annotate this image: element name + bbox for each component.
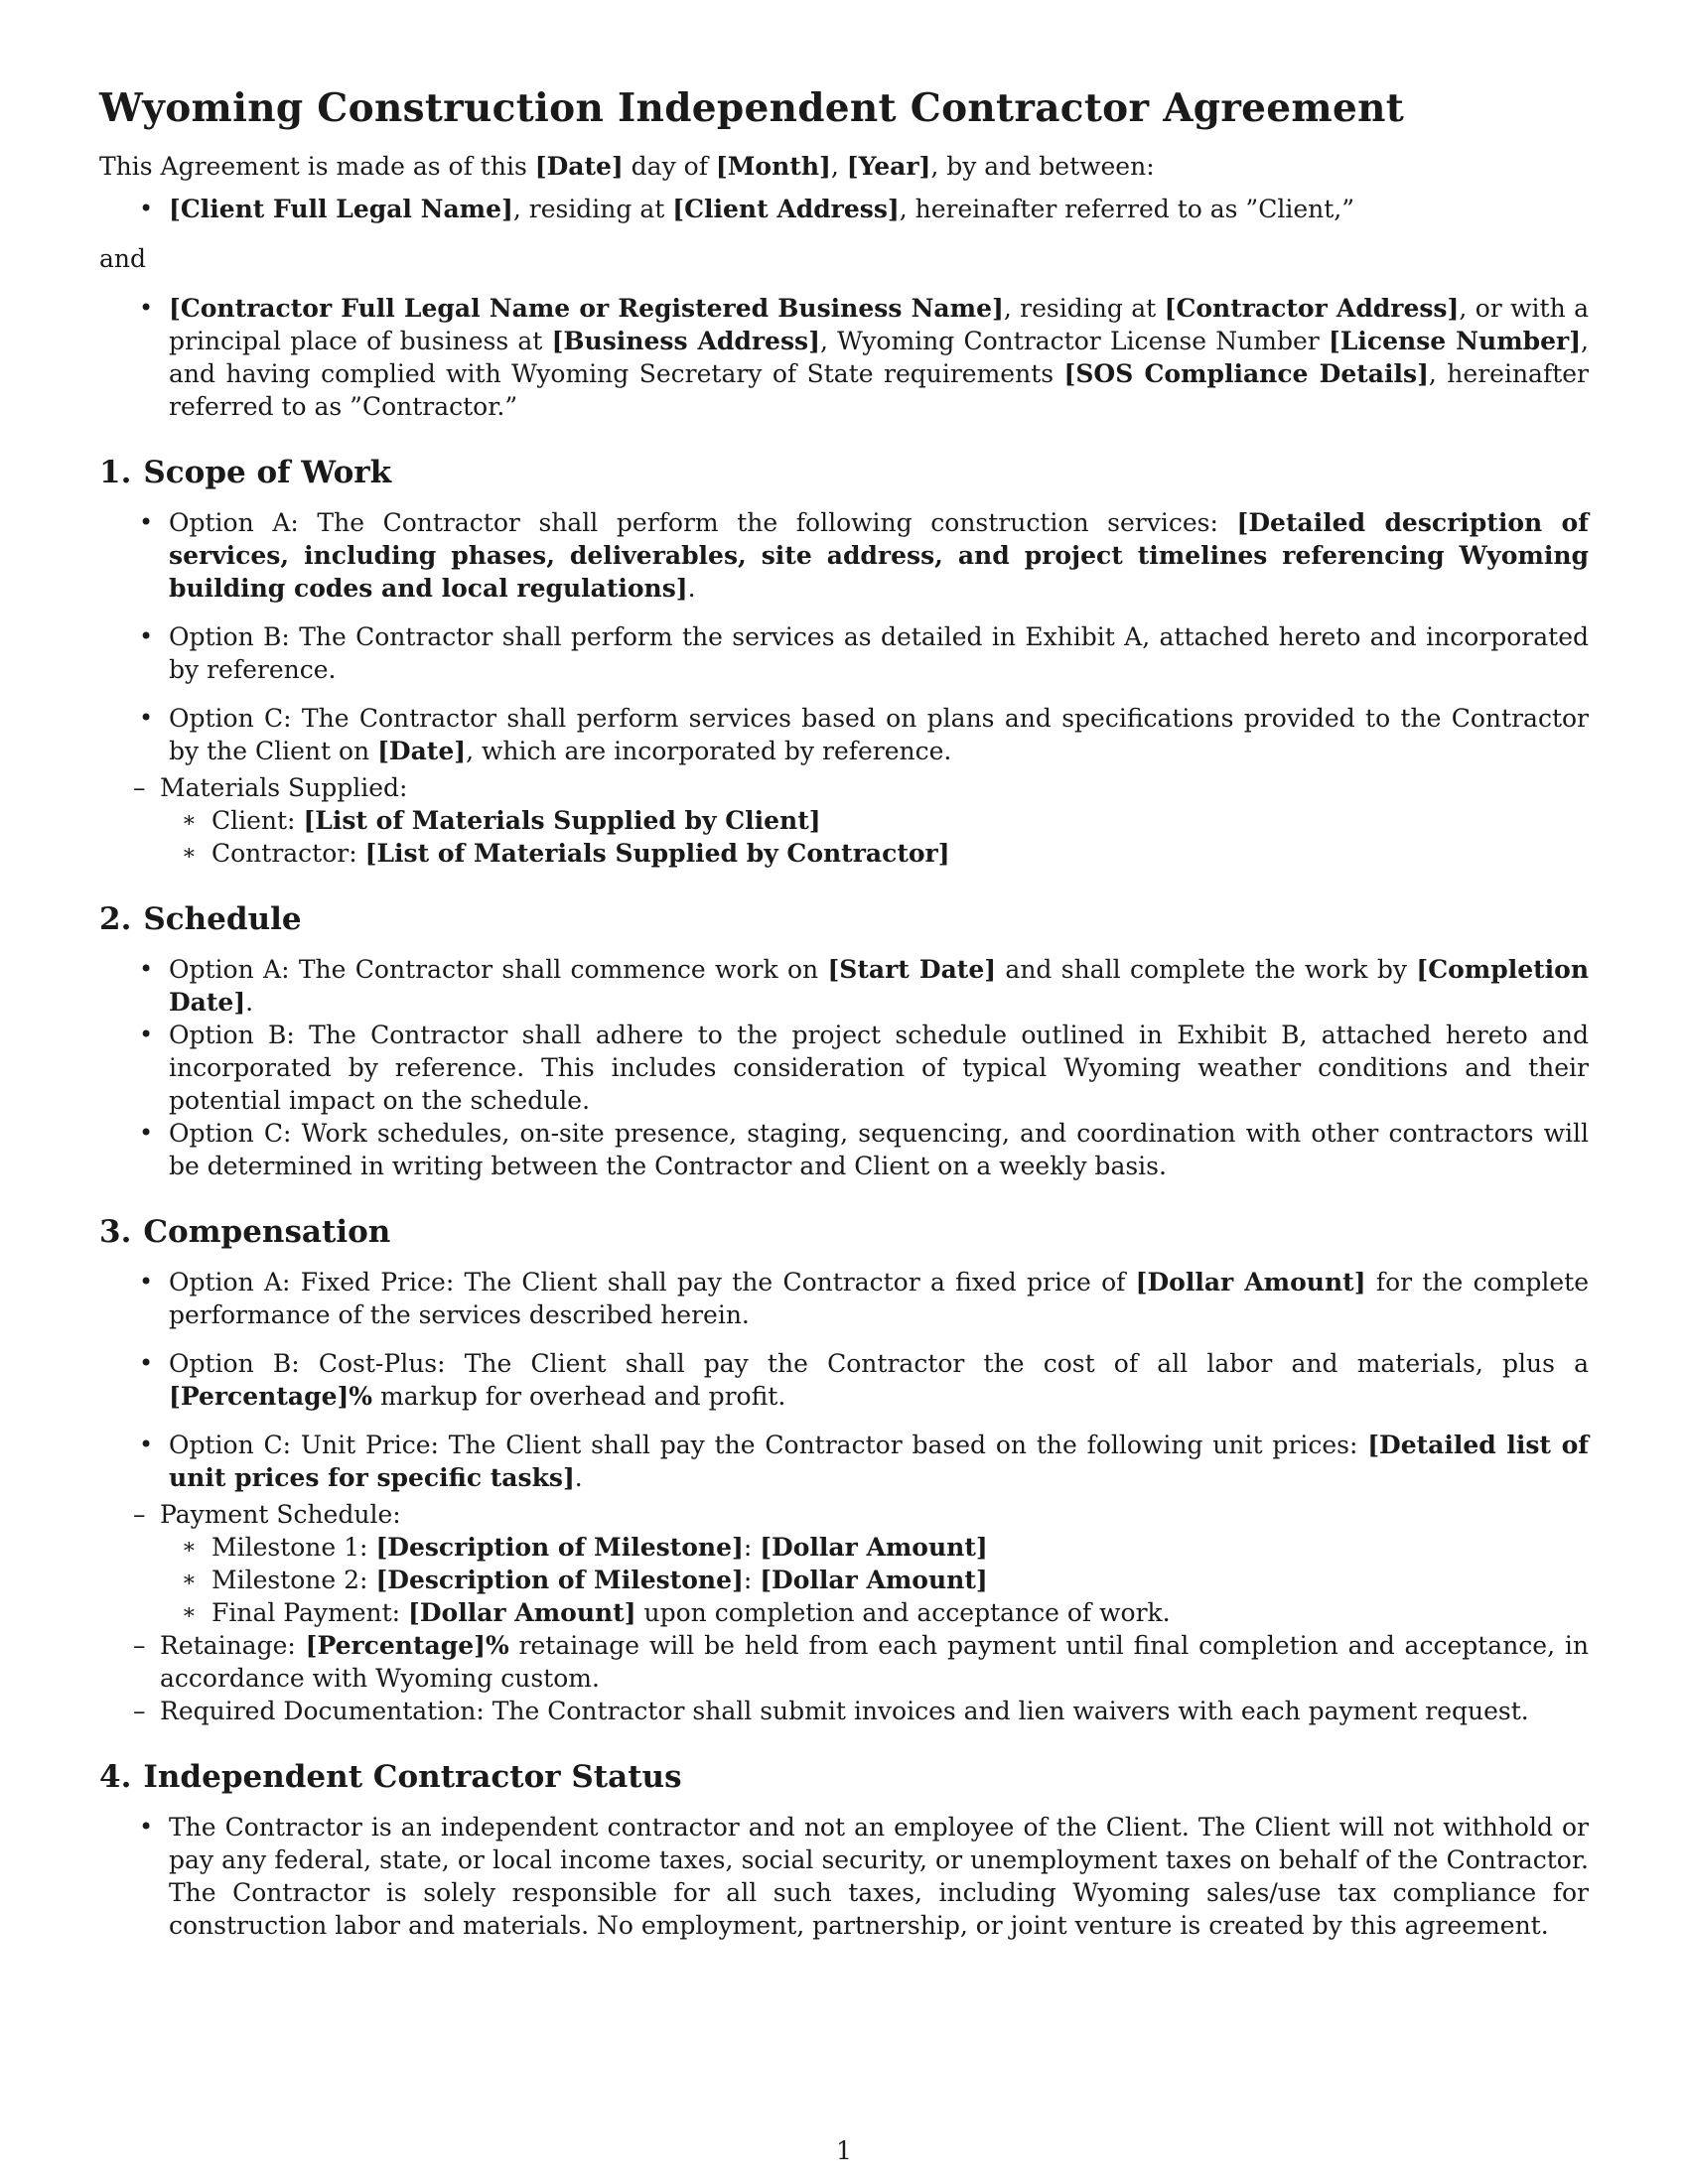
contractor-text: , and having complied with Wyoming Secretary of State requirements: [169, 327, 1589, 388]
plans-date-placeholder: [Date]: [377, 737, 467, 765]
option-text: Option A: The Contractor shall commence work on: [169, 955, 828, 984]
unit-prices-placeholder: [Detailed list of unit prices for specific tasks]: [169, 1431, 1589, 1492]
contractor-materials: [160, 837, 1589, 870]
fixed-price-placeholder: [Dollar Amount]: [1135, 1268, 1366, 1297]
payment-schedule-label: Payment Schedule:: [160, 1500, 401, 1529]
milestone-label: Milestone 2:: [211, 1566, 376, 1594]
page-number: 1: [836, 2136, 852, 2165]
option-text: for the complete performance of the services described herein.: [169, 1268, 1589, 1329]
contractor-name-placeholder: [Contractor Full Legal Name or Registered Business Name]: [169, 294, 1004, 323]
client-address-placeholder: [Client Address]: [672, 195, 900, 223]
materials-list: [99, 771, 1589, 870]
milestone-description-placeholder: [Description of Milestone]: [375, 1533, 744, 1562]
and-connector: and: [99, 244, 147, 273]
option-text: Option A: The Contractor shall perform the following construction services:: [169, 508, 1237, 537]
milestone-description-placeholder: [Description of Milestone]: [375, 1566, 744, 1594]
intro-month-placeholder: [Month]: [715, 152, 831, 181]
payment-schedule-item: [99, 1498, 1589, 1629]
status-list: [99, 1811, 1589, 1942]
materials-label: Materials Supplied:: [160, 773, 408, 802]
section-number: 2.: [99, 901, 132, 937]
section-number: 3.: [99, 1214, 132, 1250]
milestone-separator: :: [743, 1566, 761, 1594]
materials-item: [99, 771, 1589, 870]
milestone-amount-placeholder: [Dollar Amount]: [760, 1533, 988, 1562]
compensation-options-list: [99, 1266, 1589, 1727]
milestone-amount-placeholder: [Dollar Amount]: [760, 1566, 988, 1594]
client-text: , hereinafter referred to as ”Client,”: [899, 195, 1354, 223]
completion-date-placeholder: [Completion Date]: [169, 955, 1590, 1017]
section-heading-scope: [99, 453, 1589, 492]
intro-paragraph: [99, 150, 1589, 183]
section-title: Scope of Work: [143, 455, 392, 490]
section-title: Compensation: [143, 1214, 391, 1250]
contractor-party-item: [99, 292, 1589, 423]
scope-options-list: [99, 506, 1589, 870]
retainage-item: [99, 1629, 1589, 1695]
milestone-label: Milestone 1:: [211, 1533, 376, 1562]
option-text: Option B: Cost-Plus: The Client shall pay the Contractor the cost of all labor and materials, plus a: [169, 1349, 1589, 1378]
scope-option-b: • Option B: The Contractor shall perform the services as detailed in Exhibit A, attached hereto and incorporated by reference.: [99, 620, 1589, 686]
retainage-percentage-placeholder: [Percentage]%: [305, 1631, 509, 1660]
sos-compliance-placeholder: [SOS Compliance Details]: [1063, 359, 1429, 388]
section-heading-compensation: [99, 1212, 1589, 1252]
section-number: 4.: [99, 1759, 132, 1795]
compensation-option-b: [99, 1347, 1589, 1413]
option-text: .: [245, 988, 254, 1017]
intro-text: day of: [623, 152, 716, 181]
section-number: 1.: [99, 455, 132, 490]
materials-party-label: Client:: [211, 806, 304, 835]
business-address-placeholder: [Business Address]: [551, 327, 820, 355]
start-date-placeholder: [Start Date]: [827, 955, 997, 984]
client-party-list: [99, 193, 1589, 225]
markup-percentage-placeholder: [Percentage]%: [169, 1382, 373, 1411]
contractor-text: , hereinafter referred to as ”Contractor.”: [169, 359, 1589, 421]
intro-year-placeholder: [Year]: [846, 152, 931, 181]
contractor-text: , or with a principal place of business at: [169, 294, 1589, 355]
contractor-materials-placeholder: [List of Materials Supplied by Contractor]: [364, 839, 950, 868]
option-text: Option C: Unit Price: The Client shall pay the Contractor based on the following unit prices:: [169, 1431, 1368, 1459]
contractor-address-placeholder: [Contractor Address]: [1164, 294, 1460, 323]
scope-option-c: [99, 702, 1589, 870]
milestones-list: [160, 1531, 1589, 1629]
contractor-party-list: [99, 292, 1589, 423]
option-text: and shall complete the work by: [996, 955, 1417, 984]
retainage-text: retainage will be held from each payment until final completion and acceptance, in accordance with Wyoming custom.: [160, 1631, 1589, 1693]
final-payment-amount-placeholder: [Dollar Amount]: [408, 1598, 636, 1627]
document-page: [99, 84, 1589, 1942]
client-text: , residing at: [512, 195, 673, 223]
intro-text: ,: [830, 152, 847, 181]
document-title: Wyoming Construction Independent Contractor Agreement: [99, 85, 1405, 131]
intro-text: , by and between:: [930, 152, 1155, 181]
client-name-placeholder: [Client Full Legal Name]: [169, 195, 513, 223]
final-payment-label: Final Payment:: [211, 1598, 409, 1627]
final-payment-text: upon completion and acceptance of work.: [635, 1598, 1171, 1627]
option-text: .: [574, 1463, 583, 1492]
payment-terms-list: [99, 1498, 1589, 1727]
option-text: Option A: Fixed Price: The Client shall pay the Contractor a fixed price of: [169, 1268, 1136, 1297]
compensation-option-a: [99, 1266, 1589, 1331]
section-heading-contractor-status: [99, 1757, 1589, 1797]
materials-party-label: Contractor:: [211, 839, 365, 868]
milestone-1: [160, 1531, 1589, 1564]
documentation-item: – Required Documentation: The Contractor shall submit invoices and lien waivers with each payment request.: [99, 1695, 1589, 1727]
intro-text: This Agreement is made as of this: [99, 152, 535, 181]
client-party-item: [99, 193, 1589, 225]
client-materials: [160, 804, 1589, 837]
schedule-option-b: • Option B: The Contractor shall adhere to the project schedule outlined in Exhibit B, attached hereto and incorporated by reference. This includes consideration of typical Wyoming weather conditions and their potential impact on the schedule.: [99, 1019, 1589, 1117]
section-heading-schedule: [99, 899, 1589, 939]
services-description-placeholder: [Detailed description of services, including phases, deliverables, site address, and project timelines referencing Wyoming building codes and local regulations]: [169, 508, 1589, 603]
section-title: Independent Contractor Status: [143, 1759, 682, 1795]
compensation-option-c: [99, 1429, 1589, 1727]
schedule-option-a: [99, 953, 1589, 1019]
section-title: Schedule: [143, 901, 302, 937]
retainage-text: Retainage:: [160, 1631, 306, 1660]
client-materials-placeholder: [List of Materials Supplied by Client]: [303, 806, 821, 835]
option-text: markup for overhead and profit.: [372, 1382, 786, 1411]
materials-sublist: [160, 804, 1589, 870]
scope-option-a: [99, 506, 1589, 605]
intro-date-placeholder: [Date]: [534, 152, 624, 181]
final-payment: [160, 1596, 1589, 1629]
milestone-2: [160, 1564, 1589, 1596]
schedule-options-list: [99, 953, 1589, 1182]
option-text: Option C: The Contractor shall perform services based on plans and specifications provided to the Contractor by the Client on: [169, 704, 1589, 765]
license-number-placeholder: [License Number]: [1328, 327, 1582, 355]
contractor-text: , residing at: [1003, 294, 1165, 323]
status-item: • The Contractor is an independent contractor and not an employee of the Client. The Client will not withhold or pay any federal, state, or local income taxes, social security, or unemployment taxes on behalf of the Contractor. The Contractor is solely responsible for all such taxes, including Wyoming sales/use tax compliance for construction labor and materials. No employment, partnership, or joint venture is created by this agreement.: [99, 1811, 1589, 1942]
contractor-text: , Wyoming Contractor License Number: [819, 327, 1329, 355]
schedule-option-c: • Option C: Work schedules, on-site presence, staging, sequencing, and coordination with other contractors will be determined in writing between the Contractor and Client on a weekly basis.: [99, 1117, 1589, 1182]
milestone-separator: :: [743, 1533, 761, 1562]
option-text: .: [687, 574, 696, 603]
option-text: , which are incorporated by reference.: [466, 737, 952, 765]
